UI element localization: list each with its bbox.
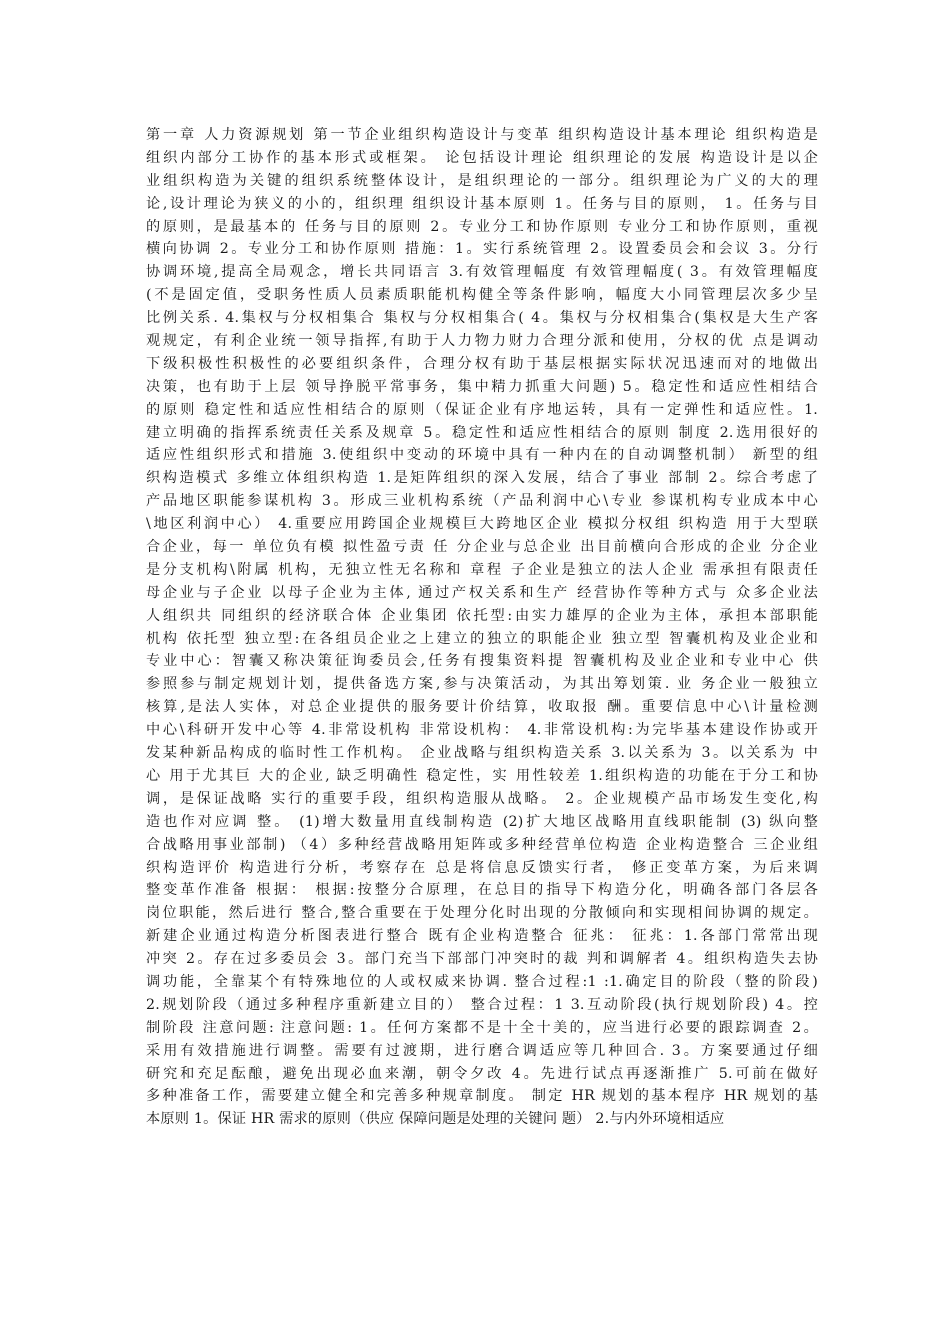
text-line: 参照参与制定规划计划，提供备选方案,参与决策活动，为其出筹划策. 业 务企业一般独立: [146, 676, 818, 693]
text-line: 合企业，每一 单位负有模 拟性盈亏责 任 分企业与总企业 出目前横向合形成的企业 分企业: [146, 539, 818, 556]
text-line: 建立明确的指挥系统责任关系及规章 5。稳定性和适应性相结合的原则 制度 2.选用很好的: [146, 424, 818, 441]
text-line: 观规定，有利企业统一领导指挥,有助于人力物力财力合理分派和使用，分权的优 点是调动: [146, 333, 818, 350]
text-line: \地区利润中心） 4.重要应用跨国企业规模巨大跨地区企业 模拟分权组 织构造 用于大型联: [146, 516, 818, 533]
text-line: 中心\科研开发中心等 4.非常设机构 非常设机构： 4.非常设机构:为完毕基本建设作协或开: [146, 722, 818, 739]
text-line: 研究和充足酝酿，避免出现必血来潮，朝令夕改 4。先进行试点再逐渐推广 5.可前在做好: [146, 1065, 818, 1082]
text-line: 制阶段 注意问题: 注意问题: 1。任何方案都不是十全十美的，应当进行必要的跟踪调查 2。: [146, 1019, 818, 1036]
text-line: 新建企业通过构造分析图表进行整合 既有企业构造整合 征兆： 征兆：1.各部门常常出现: [146, 928, 818, 945]
text-line: 的原则，是最基本的 任务与目的原则 2。专业分工和协作原则 专业分工和协作原则，重视: [146, 218, 818, 235]
text-line: 母企业与子企业 以母子企业为主体, 通过产权关系和生产 经营协作等种方式与 众多企业法: [146, 584, 818, 601]
text-line: 织构造评价 构造进行分析，考察存在 总是将信息反馈实行者， 修正变革方案，为后来调: [146, 859, 818, 876]
text-line: 多种准备工作，需要建立健全和完善多种规章制度。 制定 HR 规划的基本程序 HR 规划的基: [146, 1088, 818, 1105]
text-line: 的原则 稳定性和适应性相结合的原则（保证企业有序地运转，具有一定弹性和适应性。1.: [146, 401, 818, 418]
text-line: 比例关系. 4.集权与分权相集合 集权与分权相集合( 4。集权与分权相集合(集权是大生产客: [146, 310, 818, 327]
text-line: 心 用于尤其巨 大的企业, 缺乏明确性 稳定性，实 用性较差 1.组织构造的功能在于分工和协: [146, 767, 818, 784]
text-line: 整变革作准备 根据： 根据:按整分合原理，在总目的指导下构造分化，明确各部门各层各: [146, 882, 818, 899]
text-line: 人组织共 同组织的经济联合体 企业集团 依托型:由实力雄厚的企业为主体，承担本部职能: [146, 607, 818, 624]
text-line: 是分支机构\附属 机构，无独立性无名称和 章程 子企业是独立的法人企业 需承担有限责任: [146, 561, 819, 578]
text-line: 横向协调 2。专业分工和协作原则 措施：1。实行系统管理 2。设置委员会和会议 3。分行: [146, 241, 818, 258]
text-line: 适应性组织形式和措施 3.使组织中变动的环境中具有一种内在的自动调整机制） 新型的组: [146, 447, 818, 464]
text-line: 冲突 2。存在过多委员会 3。部门充当下部部门冲突时的裁 判和调解者 4。组织构造失去协: [146, 951, 818, 968]
text-line: 织构造模式 多维立体组织构造 1.是矩阵组织的深入发展，结合了事业 部制 2。综合考虑了: [146, 470, 818, 487]
text-line: 岗位职能，然后进行 整合,整合重要在于处理分化时出现的分散倾向和实现相间协调的规定。: [146, 905, 818, 922]
text-line: 论,设计理论为狭义的小的，组织理 组织设计基本原则 1。任务与目的原则， 1。任务与目: [146, 195, 818, 212]
text-line: 采用有效措施进行调整。需要有过渡期，进行磨合调适应等几种回合. 3。方案要通过仔细: [146, 1042, 818, 1059]
text-line: 专业中心：智囊又称决策征询委员会,任务有搜集资料提 智囊机构及业企业和专业中心 供: [146, 653, 818, 670]
text-line: 调，是保证战略 实行的重要手段，组织构造服从战略。 2。企业规模产品市场发生变化,构: [146, 790, 818, 807]
text-line: 协调环境,提高全局观念，增长共同语言 3.有效管理幅度 有效管理幅度( 3。有效管理幅度: [146, 264, 818, 281]
text-line: 合战略用事业部制) （4）多种经营战略用矩阵或多种经营单位构造 企业构造整合 三企业组: [146, 836, 818, 853]
text-line: 第一章 人力资源规划 第一节企业组织构造设计与变革 组织构造设计基本理论 组织构造是: [146, 127, 818, 143]
text-line: 机构 依托型 独立型:在各组员企业之上建立的独立的职能企业 独立型 智囊机构及业企业和: [146, 630, 819, 647]
text-line: 业组织构造为关键的组织系统整体设计，是组织理论的一部分。组织理论为广义的大的理: [146, 172, 818, 189]
text-line: 决策，也有助于上层 领导挣脱平常事务，集中精力抓重大问题) 5。稳定性和适应性相结合: [146, 378, 818, 395]
text-line: 本原则 1。保证 HR 需求的原则（供应 保障问题是处理的关键问 题） 2.与内外环境相适应: [146, 1111, 725, 1128]
text-line: 核算,是法人实体，对总企业提供的服务要计价结算，收取报 酬。重要信息中心\计量检测: [146, 699, 818, 716]
body-text: [146, 124, 818, 1131]
text-line: 组织内部分工协作的基本形式或框架。 论包括设计理论 组织理论的发展 构造设计是以企: [146, 149, 818, 166]
text-line: 2.规划阶段（通过多种程序重新建立目的） 整合过程：1 3.互动阶段(执行规划阶段) 4。控: [146, 996, 818, 1013]
text-line: 下级积极性积极性的必要组织条件，合理分权有助于基层根据实际状况迅速而对的地做出: [146, 355, 818, 372]
text-line: 调功能，全靠某个有特殊地位的人或权威来协调. 整合过程:1 :1.确定目的阶段（整的阶段): [146, 973, 818, 990]
text-line: 发某种新品构成的临时性工作机构。 企业战略与组织构造关系 3.以关系为 3。以关系为 中: [146, 745, 818, 762]
text-line: 产品地区职能参谋机构 3。形成三业机构系统（产品利润中心\专业 参谋机构专业成本中心: [146, 493, 818, 510]
text-line: 造也作对应调 整。 (1)增大数量用直线制构造 (2)扩大地区战略用直线职能制 (3) 纵向整: [146, 813, 818, 830]
text-line: (不是固定值，受职务性质人员素质职能机构健全等条件影响，幅度大小同管理层次多少呈: [146, 287, 818, 304]
